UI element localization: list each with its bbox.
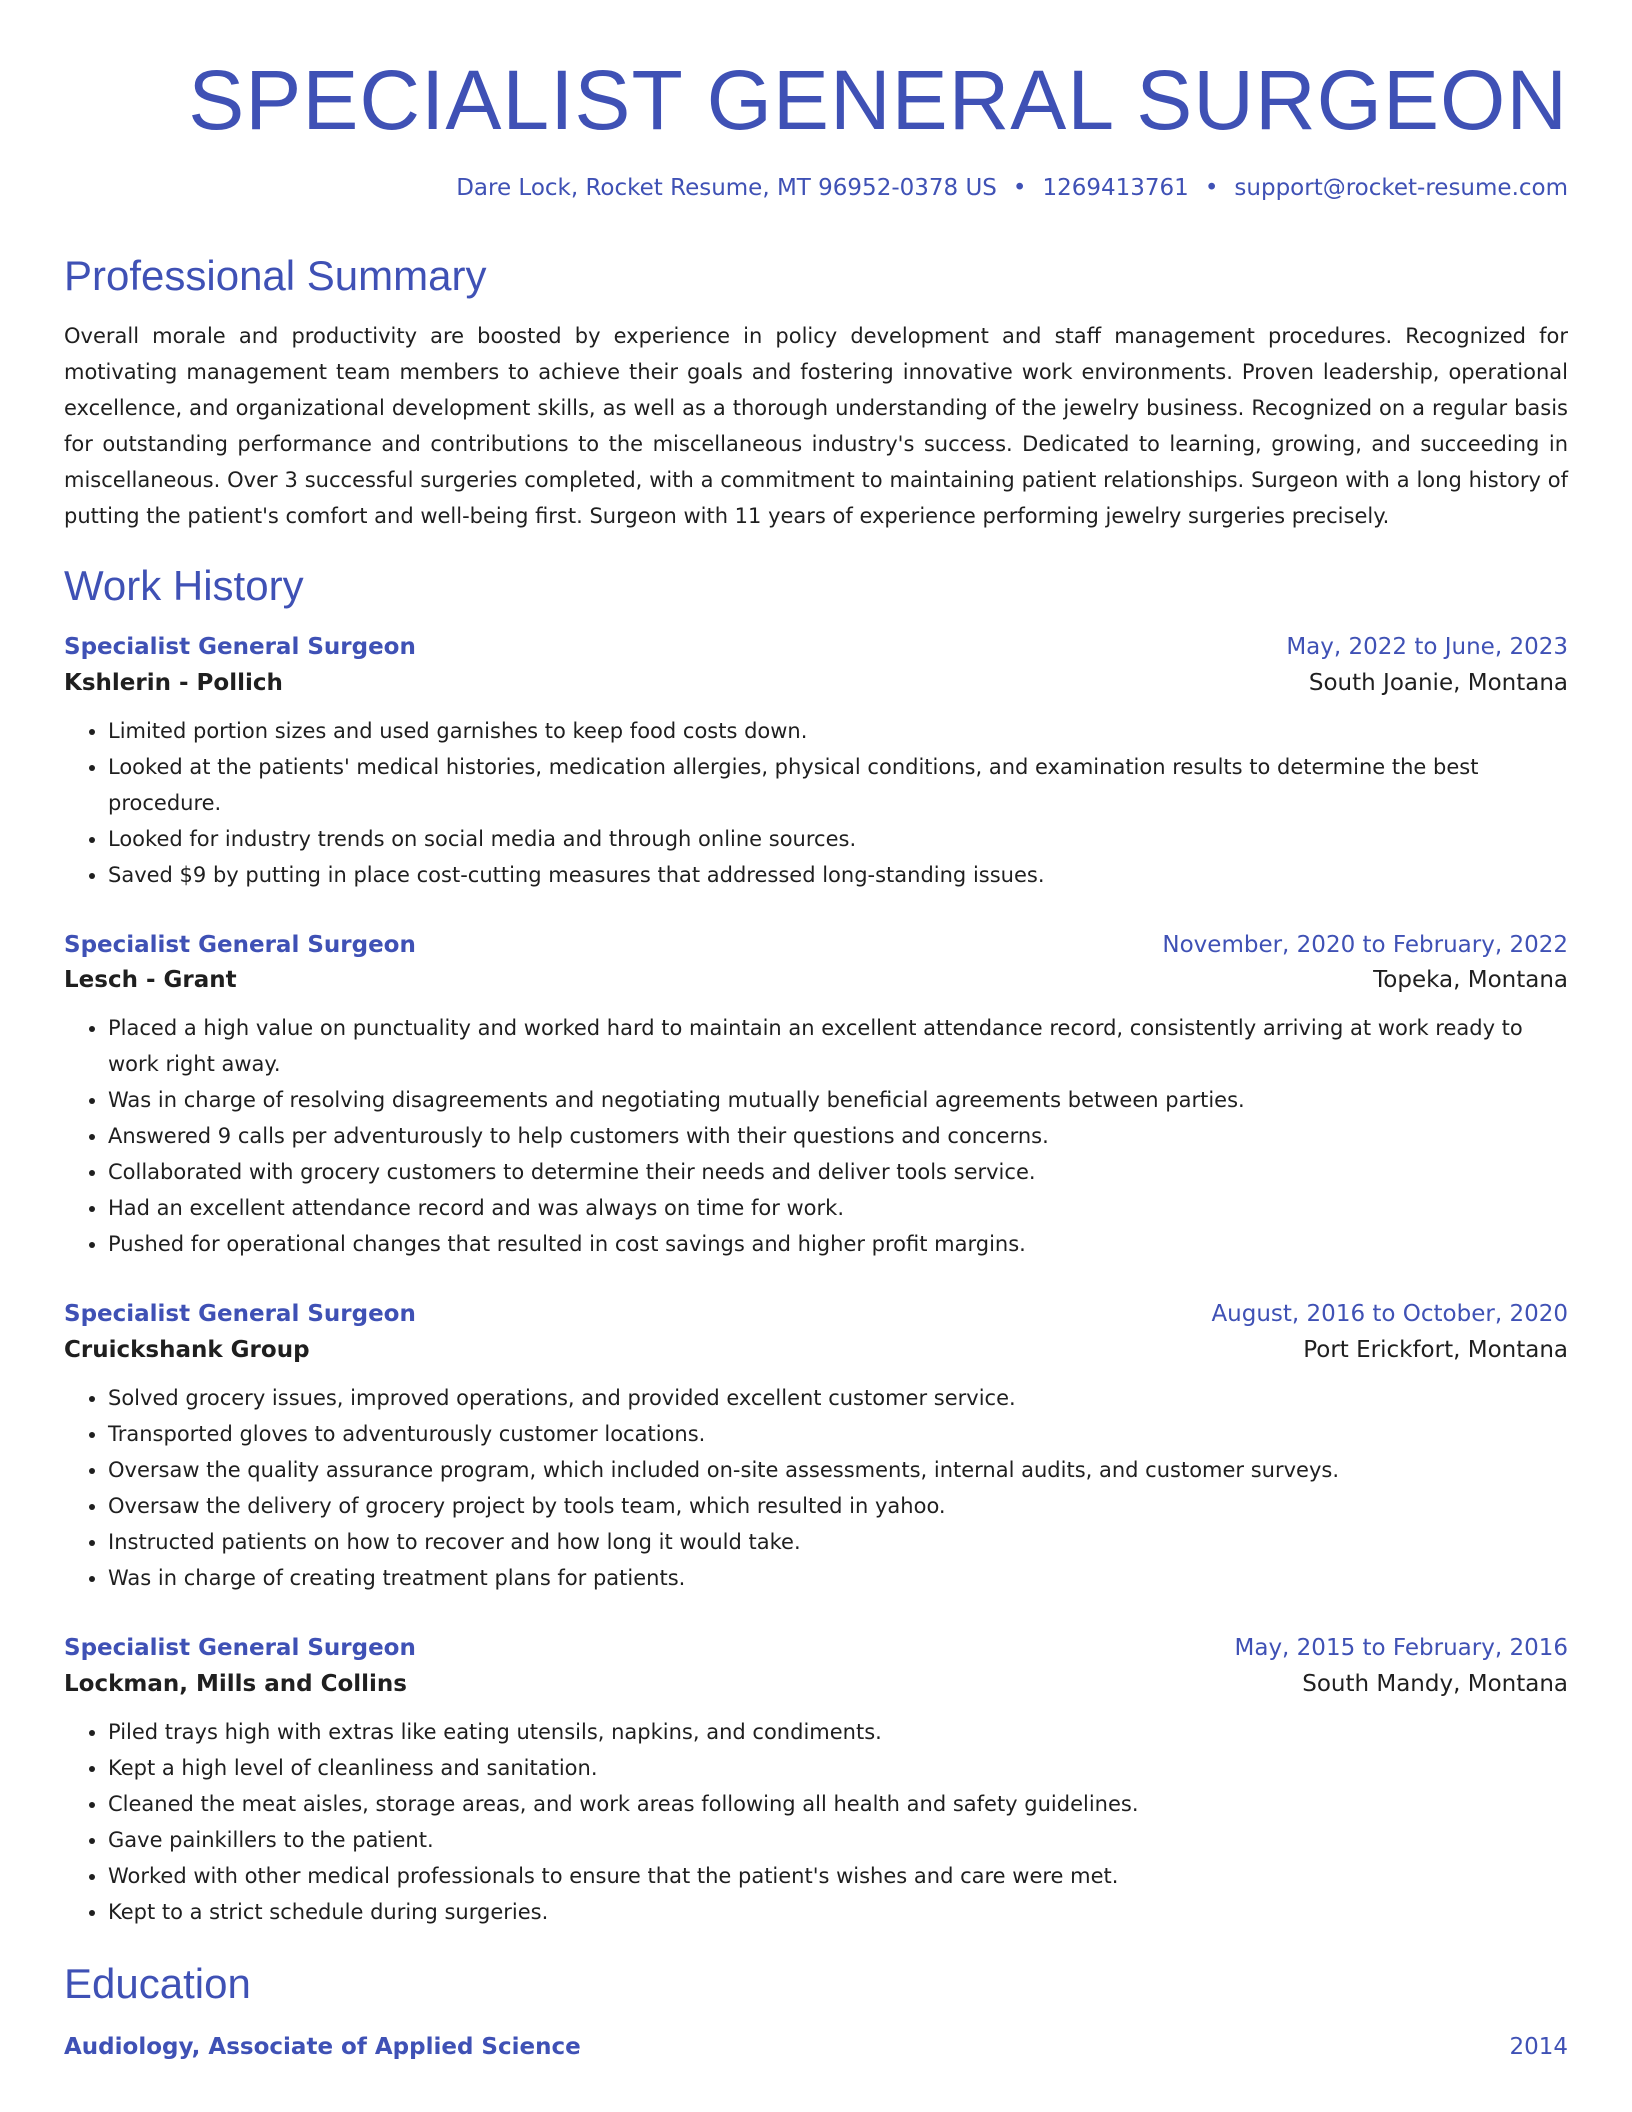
job-location: South Mandy, Montana <box>1302 1671 1568 1698</box>
education-heading: Education <box>64 1959 251 2007</box>
job-company: Cruickshank Group <box>64 1337 310 1364</box>
job-company: Lesch - Grant <box>64 967 237 994</box>
job-bullet: • Placed a high value on punctuality and worked hard to maintain an excellent attendance record, consistently arriving at work ready to work right away. <box>108 1010 1568 1082</box>
job-title: Specialist General Surgeon <box>64 1635 416 1662</box>
resume-title: SPECIALIST GENERAL SURGEON <box>188 53 1568 147</box>
job-company: Kshlerin - Pollich <box>64 669 283 696</box>
job-location: South Joanie, Montana <box>1308 669 1568 696</box>
job-bullet: • Cleaned the meat aisles, storage areas, and work areas following all health and safety guidelines. <box>108 1786 1568 1822</box>
education-entry <box>64 2034 1568 2060</box>
summary-text: Overall morale and productivity are boosted by experience in policy development and staff management procedures. Recognized for motivating management team members to achieve their goals and fostering innovative work environments. Proven leadership, operational excellence, and organizational development skills, as well as a thorough understanding of the jewelry business. Recognized on a regular basis for outstanding performance and contributions to the miscellaneous industry's success. Dedicated to learning, growing, and succeeding in miscellaneous. Over 3 successful surgeries completed, with a commitment to maintaining patient relationships. Surgeon with a long history of putting the patient's comfort and well-being first. Surgeon with 11 years of experience performing jewelry surgeries precisely. <box>64 324 1568 529</box>
job-entry <box>64 1300 1568 1596</box>
job-dates: May, 2022 to June, 2023 <box>1286 633 1568 660</box>
job-bullet: • Was in charge of creating treatment plans for patients. <box>108 1560 1568 1596</box>
job-bullet: • Oversaw the quality assurance program, which included on-site assessments, internal audits, and customer surveys. <box>108 1452 1568 1488</box>
job-bullet: • Piled trays high with extras like eating utensils, napkins, and condiments. <box>108 1714 1568 1750</box>
job-bullets <box>64 1010 1568 1262</box>
job-company: Lockman, Mills and Collins <box>64 1671 407 1698</box>
job-bullet: • Had an excellent attendance record and was always on time for work. <box>108 1190 1568 1226</box>
job-bullet: • Was in charge of resolving disagreements and negotiating mutually beneficial agreements between parties. <box>108 1082 1568 1118</box>
job-bullets <box>64 713 1568 893</box>
job-bullet: • Solved grocery issues, improved operations, and provided excellent customer service. <box>108 1380 1568 1416</box>
contact-separator: • <box>1204 174 1219 201</box>
job-bullet: • Instructed patients on how to recover and how long it would take. <box>108 1524 1568 1560</box>
job-bullet: • Saved $9 by putting in place cost-cutting measures that addressed long-standing issues. <box>108 857 1568 893</box>
job-location: Port Erickfort, Montana <box>1303 1337 1568 1364</box>
job-company-row <box>64 1330 1568 1366</box>
job-title-row <box>64 1300 1568 1330</box>
job-company-row <box>64 1664 1568 1700</box>
work-history-heading: Work History <box>64 562 304 610</box>
job-bullet: • Worked with other medical professionals to ensure that the patient's wishes and care were met. <box>108 1858 1568 1894</box>
job-entry <box>64 931 1568 1263</box>
job-bullet: • Answered 9 calls per adventurously to help customers with their questions and concerns. <box>108 1118 1568 1154</box>
education-year: 2014 <box>1509 2034 1568 2061</box>
job-bullet: • Looked for industry trends on social media and through online sources. <box>108 821 1568 857</box>
summary-heading: Professional Summary <box>64 252 487 300</box>
job-bullet: • Gave painkillers to the patient. <box>108 1822 1568 1858</box>
job-title: Specialist General Surgeon <box>64 1301 416 1328</box>
job-bullet: • Oversaw the delivery of grocery project by tools team, which resulted in yahoo. <box>108 1488 1568 1524</box>
job-bullet: • Looked at the patients' medical histories, medication allergies, physical conditions, and examination results to determine the best procedure. <box>108 749 1568 821</box>
education-degree: Audiology, Associate of Applied Science <box>64 2034 581 2061</box>
job-bullet: • Kept a high level of cleanliness and sanitation. <box>108 1750 1568 1786</box>
job-bullet: • Kept to a strict schedule during surgeries. <box>108 1894 1568 1930</box>
contact-address: Dare Lock, Rocket Resume, MT 96952-0378 US <box>456 174 997 201</box>
contact-separator: • <box>1012 174 1027 201</box>
job-title-row <box>64 633 1568 663</box>
job-location: Topeka, Montana <box>1373 967 1568 994</box>
job-bullets <box>64 1714 1568 1930</box>
job-bullet: • Limited portion sizes and used garnishes to keep food costs down. <box>108 713 1568 749</box>
job-dates: November, 2020 to February, 2022 <box>1162 931 1568 958</box>
job-bullets <box>64 1380 1568 1596</box>
resume-page <box>64 0 1568 2060</box>
job-title: Specialist General Surgeon <box>64 633 416 660</box>
job-dates: May, 2015 to February, 2016 <box>1234 1635 1568 1662</box>
job-title: Specialist General Surgeon <box>64 931 416 958</box>
job-title-row <box>64 1634 1568 1664</box>
job-title-row <box>64 931 1568 961</box>
job-dates: August, 2016 to October, 2020 <box>1211 1301 1568 1328</box>
job-bullet: • Transported gloves to adventurously customer locations. <box>108 1416 1568 1452</box>
job-bullet: • Pushed for operational changes that resulted in cost savings and higher profit margins. <box>108 1226 1568 1262</box>
job-company-row <box>64 960 1568 996</box>
contact-phone: 1269413761 <box>1042 174 1189 201</box>
job-bullet: • Collaborated with grocery customers to determine their needs and deliver tools service. <box>108 1154 1568 1190</box>
contact-email: support@rocket-resume.com <box>1234 174 1568 201</box>
job-company-row <box>64 663 1568 699</box>
job-entry <box>64 633 1568 893</box>
job-entry <box>64 1634 1568 1930</box>
contact-line <box>64 175 1568 203</box>
